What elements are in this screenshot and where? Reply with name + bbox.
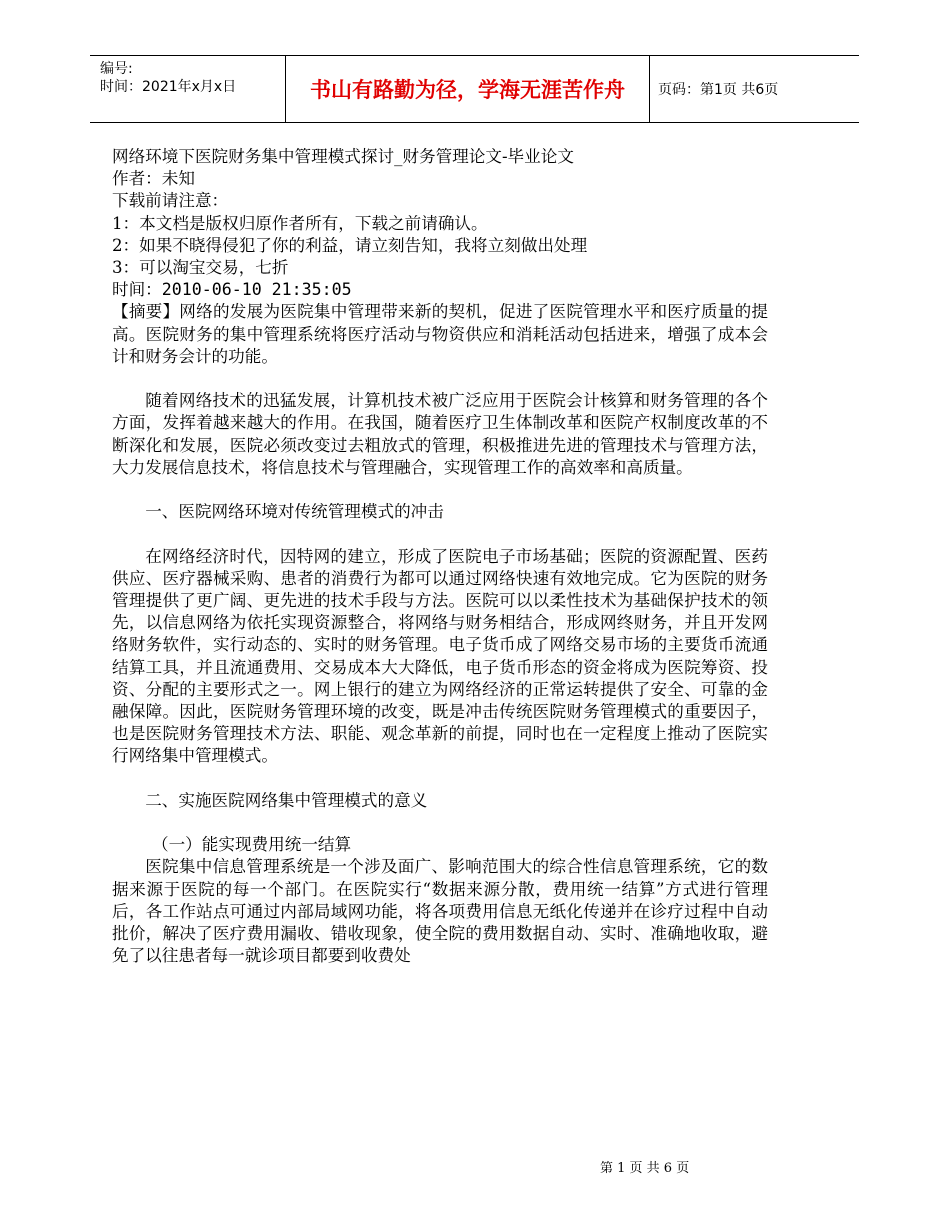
section-2-paragraph: 医院集中信息管理系统是一个涉及面广、影响范围大的综合性信息管理系统，它的数据来源于医院的每一个部门。在医院实行“数据来源分散，费用统一结算”方式进行管理后，各工作站点可通过内部局域网功能，将各项费用信息无纸化传递并在诊疗过程中自动批价，解决了医疗费用漏收、错收现象，使全院的费用数据自动、实时、准确地收取，避免了以往患者每一就诊项目都要到收费处 [112,857,768,966]
abstract: 【摘要】网络的发展为医院集中管理带来新的契机，促进了医院管理水平和医疗质量的提高。医院财务的集中管理系统将医疗活动与物资供应和消耗活动包括进来，增强了成本会计和财务会计的功能。 [112,302,768,366]
header-motto: 书山有路勤为径，学海无涯苦作舟 [310,78,625,102]
page-header [90,55,859,123]
header-divider-right [649,56,650,122]
page-footer: 第 1 页 共 6 页 [600,1161,690,1176]
spacer [112,368,768,390]
notice-item-1: 1：本文档是版权归原作者所有，下载之前请确认。 [112,213,488,233]
section-1-heading: 一、医院网络环境对传统管理模式的冲击 [145,502,444,522]
doc-title: 网络环境下医院财务集中管理模式探讨_财务管理论文-毕业论文 [112,147,574,166]
time-label: 时间：2021年x月x日 [100,79,237,95]
section-2-subheading: （一）能实现费用统一结算 [152,835,352,855]
notice-item-3: 3：可以淘宝交易，七折 [112,258,289,278]
spacer [112,523,768,545]
document-body [112,146,768,967]
section-1-paragraph: 在网络经济时代，因特网的建立，形成了医院电子市场基础；医院的资源配置、医药供应、医疗器械采购、患者的消费行为都可以通过网络快速有效地完成。它为医院的财务管理提供了更广阔、更先进的技术手段与方法。医院可以以柔性技术为基础保护技术的领先，以信息网络为依托实现资源整合，将网络与财务相结合，形成网终财务，并且开发网络财务软件，实行动态的、实时的财务管理。电子货币成了网络交易市场的主要货币流通结算工具，并且流通费用、交易成本大大降低，电子货币形态的资金将成为医院筹资、投资、分配的主要形式之一。网上银行的建立为网络经济的正常运转提供了安全、可靠的金融保障。因此，医院财务管理环境的改变，既是冲击传统医院财务管理模式的重要因子，也是医院财务管理技术方法、职能、观念革新的前提，同时也在一定程度上推动了医院实行网络集中管理模式。 [112,546,768,766]
spacer [112,768,768,790]
spacer [112,812,768,834]
spacer [112,479,768,501]
section-2-heading: 二、实施医院网络集中管理模式的意义 [145,790,428,810]
intro-paragraph: 随着网络技术的迅猛发展，计算机技术被广泛应用于医院会计核算和财务管理的各个方面，发挥着越来越大的作用。在我国，随着医疗卫生体制改革和医院产权制度改革的不断深化和发展，医院必须改变过去粗放式的管理，积极推进先进的管理技术与管理方法，大力发展信息技术，将信息技术与管理融合，实现管理工作的高效率和高质量。 [112,391,768,477]
header-page-info: 页码：第1页 共6页 [658,82,779,98]
number-label: 编号: [100,61,133,77]
notice-title: 下载前请注意： [112,191,229,211]
notice-item-2: 2：如果不晓得侵犯了你的利益，请立刻告知，我将立刻做出处理 [112,235,588,255]
doc-time: 时间：2010-06-10 21:35:05 [112,280,352,300]
doc-author: 作者：未知 [112,169,195,189]
header-meta [90,56,285,122]
